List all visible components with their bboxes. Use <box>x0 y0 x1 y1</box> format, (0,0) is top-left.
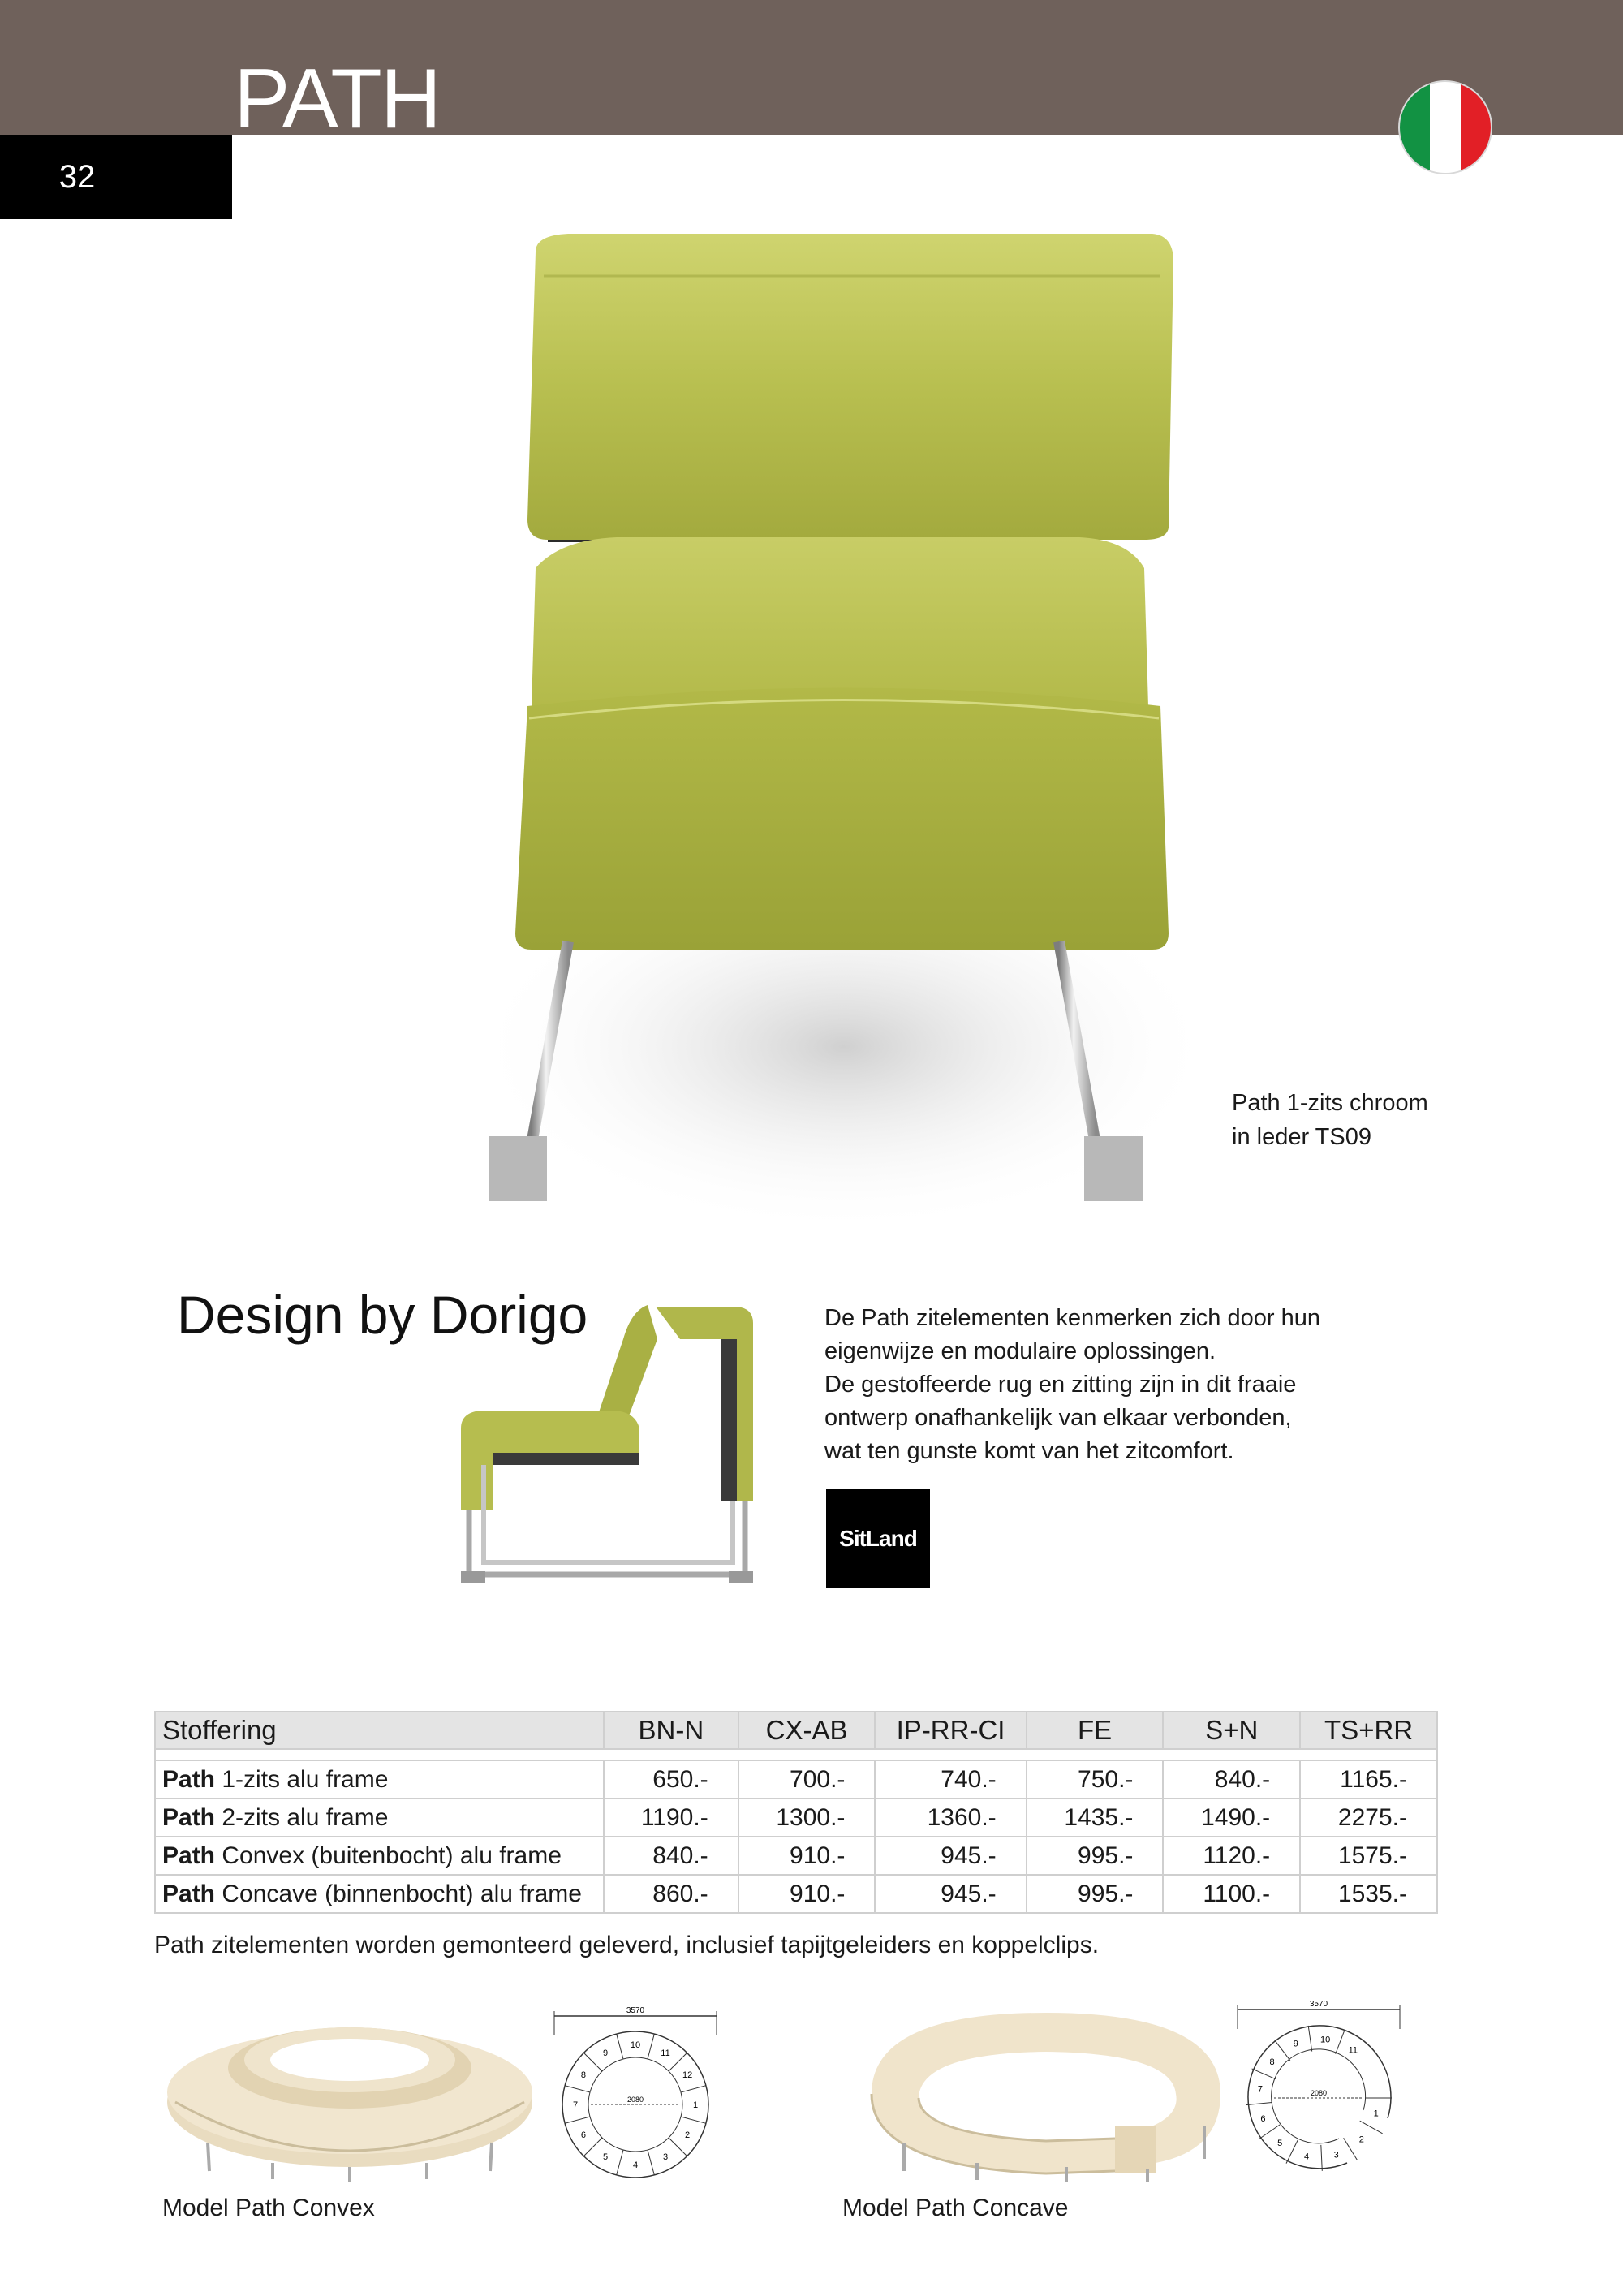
plan-segment-divider <box>565 2086 590 2092</box>
plan-segment-number: 3 <box>1333 2150 1339 2160</box>
caption-line-1: Path 1-zits chroom <box>1232 1090 1428 1116</box>
plan-segment-divider <box>1336 2030 1345 2054</box>
description-line: wat ten gunste komt van het zitcomfort. <box>824 1438 1234 1464</box>
price-cell: 700.- <box>738 1760 876 1798</box>
plan-segment-number: 2 <box>685 2130 691 2140</box>
plan-segment-number: 3 <box>662 2152 669 2163</box>
plan-segment-number: 11 <box>661 2048 670 2058</box>
price-cell: 1120.- <box>1163 1837 1300 1875</box>
header-cell: IP-RR-CI <box>875 1712 1026 1749</box>
price-cell: 1190.- <box>604 1798 738 1837</box>
price-cell: 1300.- <box>738 1798 876 1837</box>
table-row <box>155 1837 1437 1875</box>
description-line: De gestoffeerde rug en zitting zijn in dit fraaie <box>824 1372 1297 1398</box>
hero-caption <box>1232 1086 1428 1154</box>
plan-inner-label: 2080 <box>626 2096 644 2104</box>
plan-segment-divider <box>648 2150 654 2175</box>
price-cell: 910.- <box>738 1837 876 1875</box>
plan-segment-divider <box>1246 2103 1272 2105</box>
product-name-cell: Path 1-zits alu frame <box>155 1760 604 1798</box>
plan-width-label: 3570 <box>626 2006 645 2015</box>
plan-segment-divider <box>681 2117 706 2123</box>
plan-segment-number: 6 <box>1260 2114 1266 2124</box>
plan-segment-divider <box>669 2053 687 2071</box>
plan-segment-divider <box>1360 2121 1383 2134</box>
price-cell: 740.- <box>875 1760 1026 1798</box>
plan-segment-number: 10 <box>1319 2035 1331 2045</box>
brand-logo: SitLand <box>826 1489 930 1588</box>
convex-floorplan-diagram <box>550 2003 721 2190</box>
caption-line-2: in leder TS09 <box>1232 1124 1371 1150</box>
plan-segment-divider <box>1275 2040 1290 2060</box>
price-cell: 1535.- <box>1300 1875 1437 1913</box>
price-cell: 995.- <box>1027 1837 1164 1875</box>
description-line: ontwerp onafhankelijk van elkaar verbonden, <box>824 1405 1292 1431</box>
table-header-row <box>155 1712 1437 1749</box>
header-cell: FE <box>1027 1712 1164 1749</box>
plan-segment-number: 9 <box>602 2048 609 2058</box>
plan-segment-number: 2 <box>1358 2134 1364 2145</box>
plan-segment-divider <box>1321 2145 1323 2171</box>
table-row <box>155 1798 1437 1837</box>
price-cell: 860.- <box>604 1875 738 1913</box>
plan-segment-number: 4 <box>632 2160 639 2170</box>
price-cell: 1490.- <box>1163 1798 1300 1837</box>
table-row <box>155 1875 1437 1913</box>
plan-width-label: 3570 <box>1309 2000 1328 2009</box>
plan-segment-divider <box>1286 2140 1298 2164</box>
price-cell: 2275.- <box>1300 1798 1437 1837</box>
price-table <box>154 1711 1438 1914</box>
product-name-cell: Path 2-zits alu frame <box>155 1798 604 1837</box>
plan-segment-number: 1 <box>1373 2109 1379 2119</box>
plan-segment-divider <box>565 2117 590 2123</box>
price-cell: 750.- <box>1027 1760 1164 1798</box>
price-cell: 1360.- <box>875 1798 1026 1837</box>
price-cell: 1575.- <box>1300 1837 1437 1875</box>
product-description <box>824 1302 1409 1468</box>
plan-segment-divider <box>1344 2138 1358 2160</box>
product-name-cell: Path Convex (buitenbocht) alu frame <box>155 1837 604 1875</box>
header-cell: BN-N <box>604 1712 738 1749</box>
table-spacer-row <box>155 1749 1437 1760</box>
plan-segment-number: 11 <box>1348 2045 1358 2056</box>
plan-segment-divider <box>1308 2026 1312 2052</box>
plan-segment-divider <box>583 2138 602 2156</box>
plan-segment-number: 1 <box>692 2100 699 2110</box>
price-cell: 840.- <box>1163 1760 1300 1798</box>
page-number: 32 <box>58 159 96 195</box>
designer-heading: Design by Dorigo <box>177 1285 588 1345</box>
plan-segment-number: 12 <box>682 2070 693 2080</box>
price-cell: 1100.- <box>1163 1875 1300 1913</box>
product-name-cell: Path Concave (binnenbocht) alu frame <box>155 1875 604 1913</box>
plan-segment-number: 7 <box>572 2100 579 2110</box>
plan-segment-divider <box>617 2034 623 2059</box>
header-cell: TS+RR <box>1300 1712 1437 1749</box>
plan-segment-number: 7 <box>1257 2084 1263 2095</box>
header-cell: Stoffering <box>155 1712 604 1749</box>
plan-segment-divider <box>1259 2125 1280 2139</box>
price-cell: 910.- <box>738 1875 876 1913</box>
plan-segment-number: 6 <box>580 2130 586 2140</box>
plan-segment-number: 5 <box>1277 2139 1283 2149</box>
price-cell: 840.- <box>604 1837 738 1875</box>
plan-segment-number: 4 <box>1303 2152 1310 2162</box>
price-cell: 995.- <box>1027 1875 1164 1913</box>
header-cell: CX-AB <box>738 1712 876 1749</box>
assembly-note: Path zitelementen worden gemonteerd geleverd, inclusief tapijtgeleiders en koppelclips. <box>154 1932 1100 1958</box>
header-cell: S+N <box>1163 1712 1300 1749</box>
plan-segment-number: 8 <box>1269 2057 1275 2067</box>
side-view-chair-image <box>445 1290 769 1599</box>
plan-segment-divider <box>648 2034 654 2059</box>
plan-segment-number: 9 <box>1293 2039 1298 2049</box>
price-cell: 945.- <box>875 1837 1026 1875</box>
concave-model-label: Model Path Concave <box>842 2195 1069 2221</box>
plan-segment-divider <box>1252 2069 1276 2079</box>
concave-model-image <box>855 1997 1240 2186</box>
plan-segment-number: 8 <box>580 2070 586 2080</box>
convex-model-label: Model Path Convex <box>162 2195 375 2221</box>
plan-inner-label: 2080 <box>1310 2089 1328 2097</box>
plan-segment-divider <box>669 2138 687 2156</box>
description-line: eigenwijze en modulaire oplossingen. <box>824 1338 1216 1364</box>
italy-flag-icon <box>1397 80 1493 175</box>
price-cell: 1165.- <box>1300 1760 1437 1798</box>
plan-segment-number: 10 <box>630 2040 641 2050</box>
hero-chair-image <box>438 227 1250 1226</box>
plan-segment-divider <box>583 2053 602 2071</box>
plan-segment-divider <box>681 2086 706 2092</box>
plan-segment-number: 5 <box>602 2152 609 2163</box>
price-cell: 1435.- <box>1027 1798 1164 1837</box>
plan-segment-divider <box>617 2150 623 2175</box>
page-title: PATH <box>234 52 440 146</box>
concave-floorplan-diagram <box>1233 1997 1404 2183</box>
table-row <box>155 1760 1437 1798</box>
description-line: De Path zitelementen kenmerken zich door hun <box>824 1305 1320 1331</box>
price-cell: 945.- <box>875 1875 1026 1913</box>
convex-model-image <box>159 2005 540 2183</box>
price-cell: 650.- <box>604 1760 738 1798</box>
